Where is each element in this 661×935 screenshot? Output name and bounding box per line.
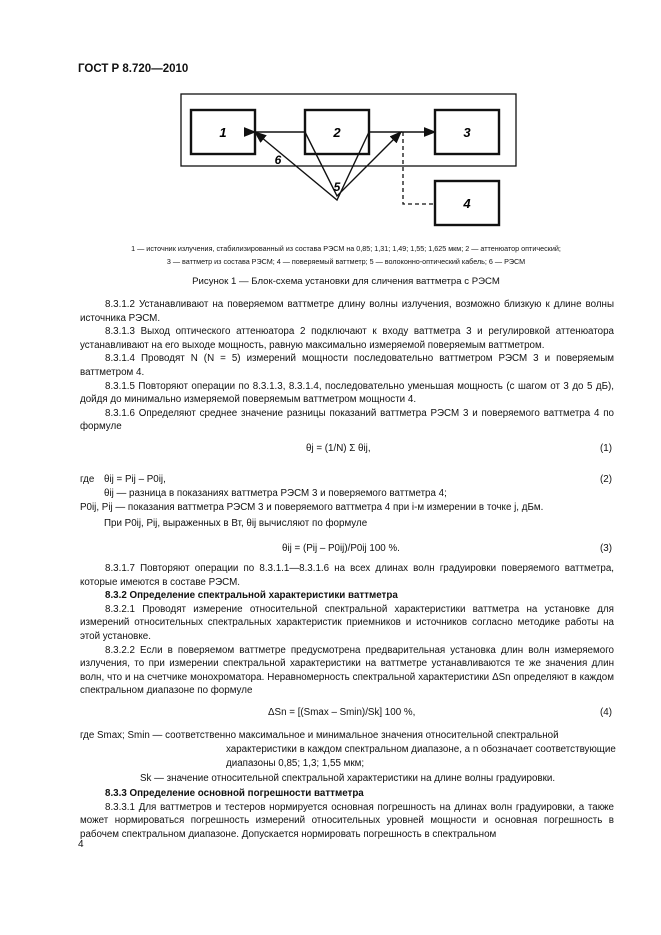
paragraph-8322: 8.3.2.2 Если в поверяемом ваттметре предусмотрена предварительная установка длин волн измеряемого излучения, то при измерении спектральной характеристики на ваттметре устанавливаются те же значения длин волн, что и на счетчике монохроматора. Неравномерность спектральной характеристики ΔSn определяют в каждом спектральном диапазоне по формуле (80, 644, 614, 697)
figure-title: Рисунок 1 — Блок-схема установки для сличения ваттметра с РЭСМ (192, 276, 500, 287)
text-block-1 (80, 298, 614, 434)
text-block-3 (80, 787, 614, 841)
label-6: 6 (274, 153, 282, 167)
paragraph-8331: 8.3.3.1 Для ваттметров и тестеров нормируется основная погрешность на длинах волн градуировки, а также может нормироваться погрешность измерений относительных уровней мощности и основная погрешность в рабочем спектральном диапазоне. Допускается нормировать погрешность в спектральном (80, 801, 614, 840)
figure-caption-line-2: 3 — ваттметр из состава РЭСМ; 4 — поверяемый ваттметр; 5 — волоконно-оптический кабель; 6 — РЭСМ (166, 257, 526, 266)
box-label-4: 4 (463, 196, 471, 211)
fiber-cable-to-3 (305, 132, 401, 196)
equation-4-number: (4) (600, 707, 612, 718)
paragraph-8315: 8.3.1.5 Повторяют операции по 8.3.1.3, 8.3.1.4, последовательно уменьшая мощность (с шагом от 3 до 5 дБ), дойдя до минимально измеряемой поверяемым ваттметром мощности 4. (80, 380, 614, 406)
where-label: где (80, 474, 95, 485)
label-5: 5 (333, 180, 341, 194)
equation-4: ΔSn = [(Smax – Smin)/Sk] 100 %, (268, 707, 416, 718)
equation-2-number: (2) (600, 474, 612, 485)
definition-smax-smin: где Smax; Smin — соответственно максимальное и минимальное значения относительной спектральной (80, 730, 559, 741)
equation-2: θij = Pij – P0ij, (104, 474, 166, 485)
paragraph-8317: 8.3.1.7 Повторяют операции по 8.3.1.1—8.3.1.6 на всех длинах волн градуировки поверяемого ваттметра, которые имеются в составе РЭСМ. (80, 563, 614, 588)
box-label-1: 1 (219, 125, 227, 140)
figure-caption-line-1: 1 — источник излучения, стабилизированный из состава РЭСМ на 0,85; 1,31; 1,49; 1,55; 1,625 мкм; 2 — аттенюатор оптический; (131, 244, 561, 253)
definition-p: P0ij, Pij — показания ваттметра РЭСМ 3 и поверяемого ваттметра 4 при i-м измерении в точке j, дБм. (80, 502, 544, 513)
page-number: 4 (78, 839, 84, 850)
heading-833: 8.3.3 Определение основной погрешности ваттметра (105, 788, 364, 799)
block-diagram (0, 0, 661, 270)
equation-1-number: (1) (600, 443, 612, 454)
dashed-link-4 (403, 132, 435, 204)
paragraph-8316: 8.3.1.6 Определяют среднее значение разницы показаний ваттметра РЭСМ 3 и поверяемого ваттметра 4 по формуле (80, 407, 614, 433)
document-header: ГОСТ Р 8.720—2010 (78, 63, 189, 75)
text-block-2 (80, 562, 614, 698)
definition-smax-smin-2: характеристики в каждом спектральном диапазоне, а n обозначает соответствующие (226, 744, 616, 755)
definition-theta: θij — разница в показаниях ваттметра РЭСМ 3 и поверяемого ваттметра 4; (104, 488, 447, 499)
definition-sk: Sk — значение относительной спектральной характеристики на длине волны градуировки. (140, 773, 556, 784)
definition-smax-smin-3: диапазоны 0,85; 1,3; 1,55 мкм; (226, 758, 365, 769)
paragraph-8313: 8.3.1.3 Выход оптического аттенюатора 2 подключают к входу ваттметра 3 и регулировкой аттенюатора устанавливают на его выходе мощность, равную максимально измеряемой поверяемым ваттметром. (80, 326, 614, 351)
equation-3-number: (3) (600, 543, 612, 554)
equation-1: θj = (1/N) Σ θij, (306, 443, 371, 454)
equation-3: θij = (Pij – P0ij)/P0ij 100 %. (282, 543, 400, 554)
box-label-2: 2 (333, 125, 341, 140)
paragraph-8314: 8.3.1.4 Проводят N (N = 5) измерений мощности последовательно ваттметром РЭСМ 3 и поверяемым ваттметром 4. (80, 353, 614, 378)
box-label-3: 3 (463, 125, 471, 140)
paragraph-8312: 8.3.1.2 Устанавливают на поверяемом ваттметре длину волны излучения, возможно близкую к длине волны источника РЭСМ. (80, 299, 614, 324)
paragraph-8321: 8.3.2.1 Проводят измерение относительной спектральной характеристики ваттметра на установке для измерений относительных спектральных характеристик приемников и источников согласно методике работы на этой установке. (80, 603, 614, 642)
watt-formula-intro: При P0ij, Pij, выраженных в Вт, θij вычисляют по формуле (104, 518, 368, 529)
heading-832: 8.3.2 Определение спектральной характеристики ваттметра (105, 590, 398, 602)
